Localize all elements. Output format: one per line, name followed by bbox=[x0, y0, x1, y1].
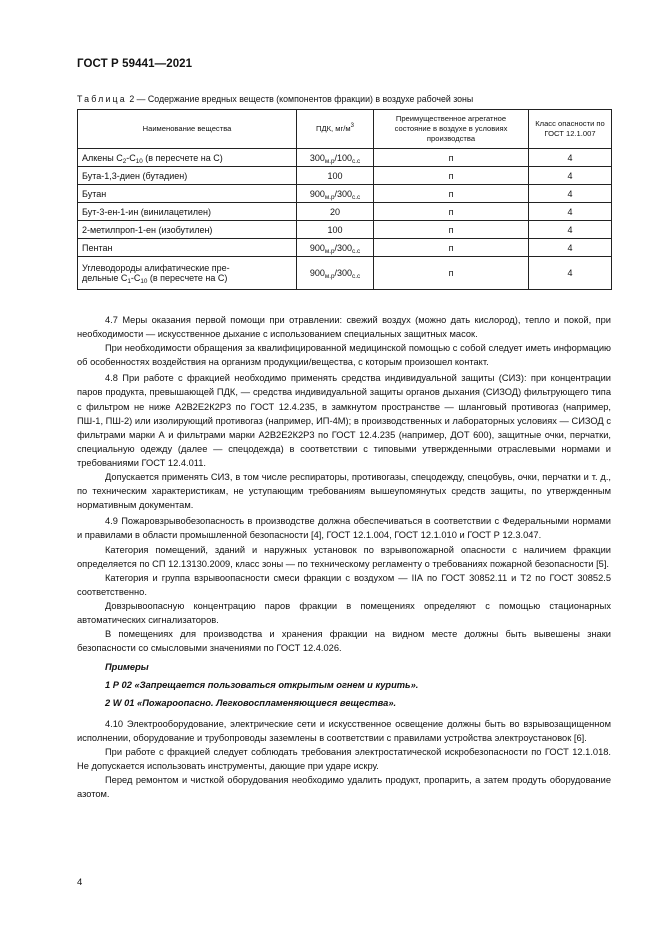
example-1: 1 Р 02 «Запрещается пользоваться открытым огнем и курить». bbox=[105, 680, 419, 691]
paragraph-4-9: 4.9 Пожаровзрывобезопасность в производстве должна обеспечиваться в соответствии с Федеральными нормами и правилами в области промышленной безопасности [4], ГОСТ 12.1.004, ГОСТ 12.1.010 и ГОСТ Р 12.3.047. bbox=[77, 516, 611, 541]
cell-pdk: $900_{м.р}/300_{с.с}$ bbox=[297, 185, 374, 203]
paragraph-4-10: 4.10 Электрооборудование, электрические сети и искусственное освещение должны быть во взрывозащищенном исполнении, оборудование и трубопроводы заземлены в соответствии с правилами устройства электроустановок [6]. bbox=[77, 718, 611, 743]
table-row bbox=[78, 203, 612, 221]
cell-name: Бут-3-ен-1-ин (винилацетилен) bbox=[78, 203, 297, 221]
cell-state: п bbox=[374, 239, 529, 257]
paragraph: Категория помещений, зданий и наружных установок по взрывопожарной опасности с наличием фракции определяется по СП 12.13130.2009, класс зоны — по техническому регламенту о требованиях пожарной безопасности [5]. bbox=[77, 544, 611, 569]
paragraph: В помещениях для производства и хранения фракции на видном месте должны быть вывешены знаки безопасности со смысловыми значениями по ГОСТ 12.4.026. bbox=[77, 629, 611, 654]
cell-pdk: 20 bbox=[297, 203, 374, 221]
cell-state: п bbox=[374, 167, 529, 185]
header-aggregate-state: Преимущественное агрегатное состояние в воздухе в условиях производства bbox=[374, 110, 529, 149]
examples-heading: Примеры bbox=[105, 662, 149, 673]
cell-hazard: 4 bbox=[529, 149, 612, 167]
paragraph-4-8: 4.8 При работе с фракцией необходимо применять средства индивидуальной защиты (СИЗ): при концентрации паров продукта, превышающей ПДК, — средства индивидуальной защиты органов дыхания (СИЗОД) фильтрующего типа с фильтром не ниже А2В2Е2К2Р3 по ГОСТ 12.4.235, в замкнутом пространстве — шланговый противогаз (например, ПШ-1, ПШ-2) или изолирующий противогаз (например, ИП-4М); в производственных и лабораторных условиях — СИЗОД с фильтрами марки А и фильтрами марки А2В2Е2К2Р3 по ГОСТ 12.4.235 (например, ДОТ 600), защитные очки, перчатки, специальную одежду (далее — спецодежда) в соответствии с типовыми утвержденными отраслевыми нормами и требованиями ГОСТ 12.4.011. bbox=[77, 373, 611, 468]
cell-name: Алкены $C_2-C_{10}$ (в пересчете на C) bbox=[78, 149, 297, 167]
cell-state: п bbox=[374, 257, 529, 290]
table-row bbox=[78, 257, 612, 290]
table-caption bbox=[77, 94, 473, 104]
paragraph: Довзрывоопасную концентрацию паров фракции в помещениях определяют с помощью стационарных автоматических сигнализаторов. bbox=[77, 600, 611, 625]
cell-hazard: 4 bbox=[529, 239, 612, 257]
cell-name: Бутан bbox=[78, 185, 297, 203]
table-caption-label: Таблица bbox=[77, 94, 127, 104]
table-row bbox=[78, 239, 612, 257]
cell-hazard: 4 bbox=[529, 257, 612, 290]
cell-state: п bbox=[374, 221, 529, 239]
paragraph: Допускается применять СИЗ, в том числе респираторы, противогазы, спецодежду, спецобувь, очки, перчатки и т. д., по техническим характеристикам, не уступающим требованиям вышеупомянутых средств защиты, по утвержденным нормативным документам. bbox=[77, 472, 611, 511]
table-row bbox=[78, 185, 612, 203]
cell-hazard: 4 bbox=[529, 221, 612, 239]
paragraph-4-7: 4.7 Меры оказания первой помощи при отравлении: свежий воздух (можно дать кислород), тепло и покой, при необходимости — искусственное дыхание с использованием специальных защитных масок. bbox=[77, 315, 611, 340]
paragraph: При необходимости обращения за квалифицированной медицинской помощью с собой следует иметь информацию об особенностях воздействия на организм продукции/вещества, с которым произошел контакт. bbox=[77, 343, 611, 368]
cell-pdk: 100 bbox=[297, 221, 374, 239]
paragraph: Категория и группа взрывоопасности смеси фракции с воздухом — IIА по ГОСТ 30852.11 и Т2 по ГОСТ 30852.5 соответственно. bbox=[77, 572, 611, 597]
cell-hazard: 4 bbox=[529, 203, 612, 221]
table-row bbox=[78, 221, 612, 239]
document-header: ГОСТ Р 59441—2021 bbox=[77, 58, 193, 70]
header-pdk: ПДК, $мг/м^3$ bbox=[297, 110, 374, 149]
cell-state: п bbox=[374, 149, 529, 167]
cell-pdk: 100 bbox=[297, 167, 374, 185]
substances-table bbox=[77, 109, 612, 290]
body-text bbox=[77, 313, 611, 801]
cell-pdk: $900_{м.р}/300_{с.с}$ bbox=[297, 257, 374, 290]
cell-pdk: $300_{м.р}/100_{с.с}$ bbox=[297, 149, 374, 167]
table-row bbox=[78, 167, 612, 185]
example-2: 2 W 01 «Пожароопасно. Легковоспламеняющиеся вещества». bbox=[105, 698, 397, 709]
cell-pdk: $900_{м.р}/300_{с.с}$ bbox=[297, 239, 374, 257]
table-row bbox=[78, 149, 612, 167]
page-number: 4 bbox=[77, 877, 83, 888]
cell-name: 2-метилпроп-1-ен (изобутилен) bbox=[78, 221, 297, 239]
header-substance-name: Наименование вещества bbox=[78, 110, 297, 149]
paragraph: Перед ремонтом и чисткой оборудования необходимо удалить продукт, пропарить, а затем продуть оборудование азотом. bbox=[77, 774, 611, 799]
cell-name: Бута-1,3-диен (бутадиен) bbox=[78, 167, 297, 185]
cell-state: п bbox=[374, 203, 529, 221]
paragraph: При работе с фракцией следует соблюдать требования электростатической искробезопасности по ГОСТ 12.1.018. Не допускается использовать инструменты, дающие при ударе искру. bbox=[77, 746, 611, 771]
cell-state: п bbox=[374, 185, 529, 203]
cell-name: Пентан bbox=[78, 239, 297, 257]
table-caption-text: 2 — Содержание вредных веществ (компонентов фракции) в воздухе рабочей зоны bbox=[126, 94, 474, 104]
table-header-row bbox=[78, 110, 612, 149]
cell-name: Углеводороды алифатические пре- дельные $C_1-C_{10}$ (в пересчете на C) bbox=[78, 257, 297, 290]
cell-hazard: 4 bbox=[529, 167, 612, 185]
cell-hazard: 4 bbox=[529, 185, 612, 203]
header-hazard-class: Класс опасности по ГОСТ 12.1.007 bbox=[529, 110, 612, 149]
